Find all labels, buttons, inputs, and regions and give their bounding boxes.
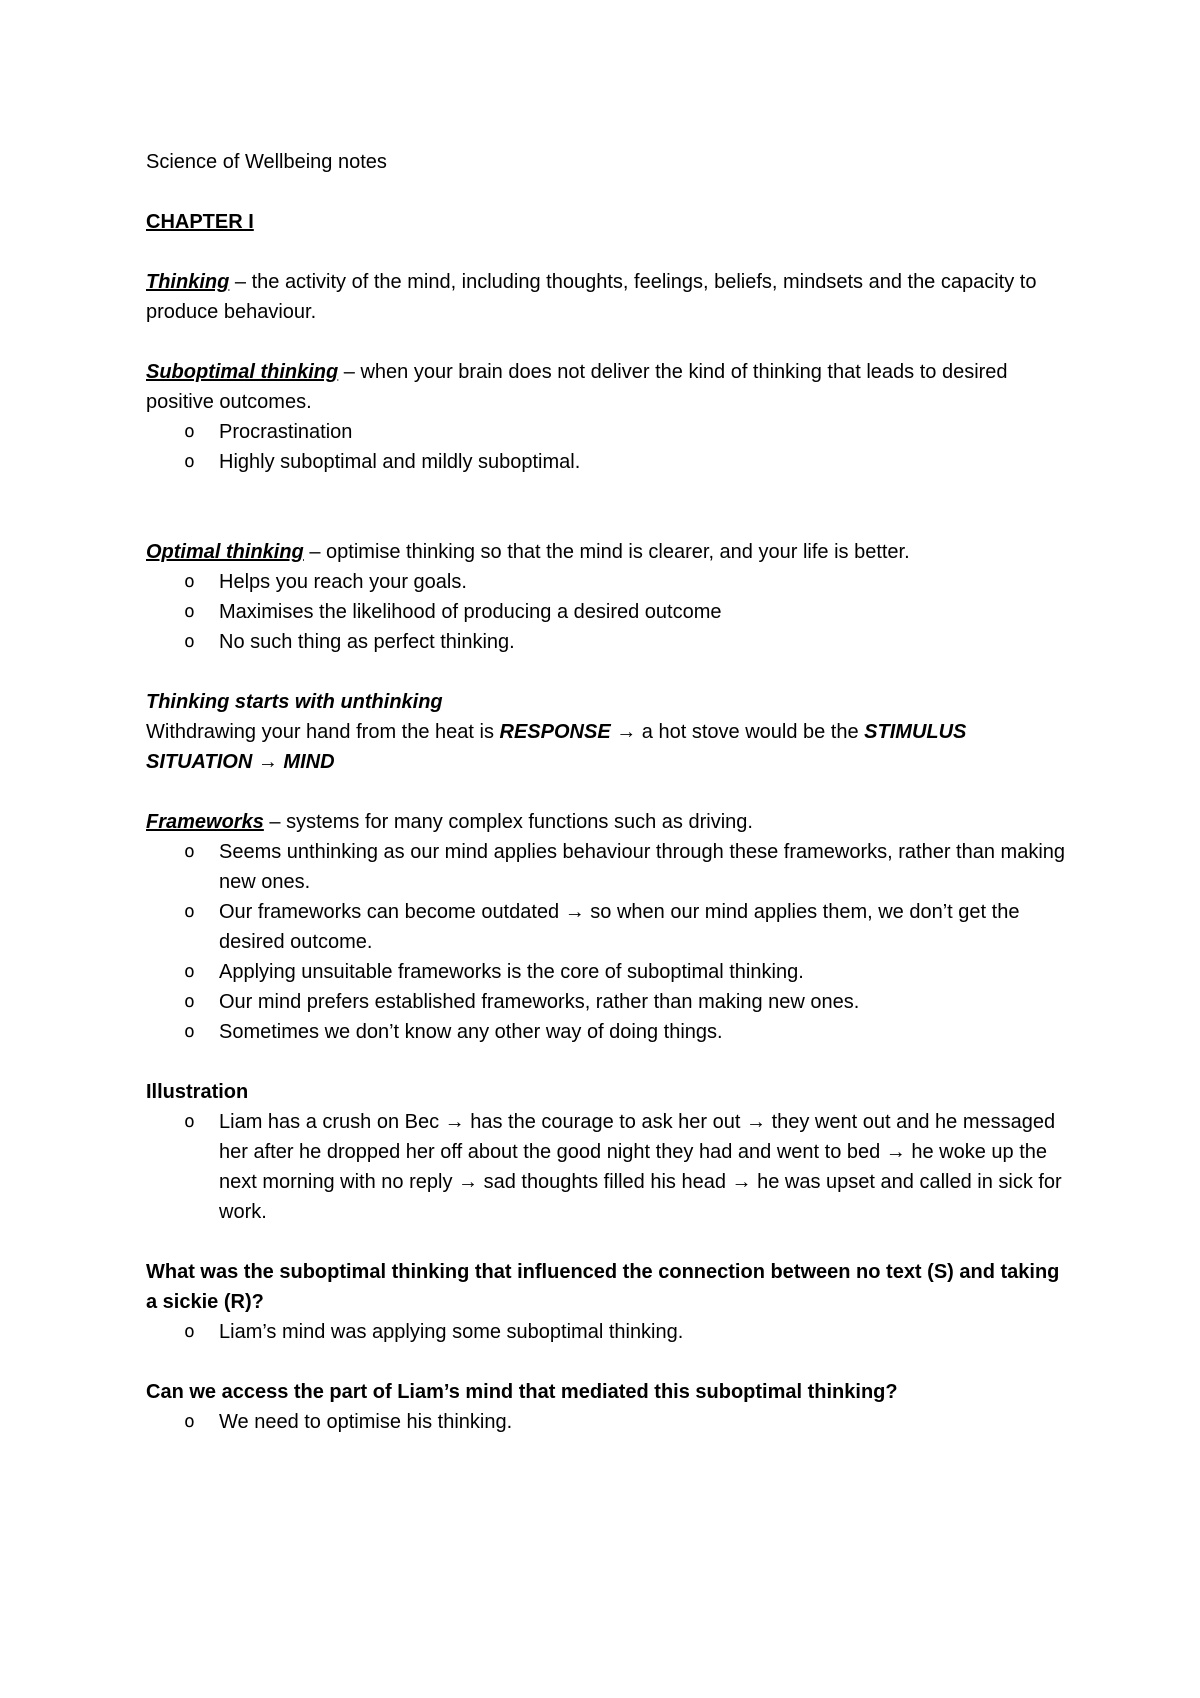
optimal-list (146, 567, 1076, 657)
list-item: o Procrastination (146, 417, 1076, 447)
answer-1-list (146, 1317, 1076, 1347)
arrow-icon: → (452, 1171, 484, 1193)
document-title: Science of Wellbeing notes (146, 151, 387, 173)
story-step: he woke up the next morning with no reply (219, 1141, 1048, 1193)
mind-label: MIND (283, 751, 335, 773)
term-optimal: Optimal thinking (146, 541, 304, 563)
list-item: o Highly suboptimal and mildly suboptimal. (146, 447, 1076, 477)
term-thinking: Thinking (146, 271, 230, 293)
arrow-icon: → (880, 1141, 912, 1163)
arrow-icon: → (610, 721, 642, 743)
list-item (146, 1107, 1076, 1227)
unthinking-heading: Thinking starts with unthinking (146, 691, 443, 713)
stimulus-label: STIMULUS SITUATION (146, 721, 967, 773)
illustration-heading: Illustration (146, 1081, 249, 1103)
optimal-definition (146, 537, 1076, 567)
unthinking-paragraph (146, 717, 1076, 777)
list-item: o Liam’s mind was applying some suboptimal thinking. (146, 1317, 1076, 1347)
list-item: o Maximises the likelihood of producing a desired outcome (146, 597, 1076, 627)
story-step: he was upset and called in sick for work. (219, 1171, 1062, 1223)
thinking-text: the activity of the mind, including thoughts, feelings, beliefs, mindsets and the capacity to produce behaviour. (146, 271, 1037, 323)
story-step: has the courage to ask her out (470, 1111, 741, 1133)
unthinking-text-2: a hot stove would be the (641, 721, 865, 743)
chapter-heading (146, 207, 1076, 237)
arrow-icon: → (439, 1111, 471, 1133)
illustration-list (146, 1107, 1076, 1227)
story-step: Liam has a crush on Bec (219, 1111, 440, 1133)
arrow-icon: → (559, 901, 591, 923)
arrow-icon: → (740, 1111, 772, 1133)
list-item: o Applying unsuitable frameworks is the core of suboptimal thinking. (146, 957, 1076, 987)
list-item: o Sometimes we don’t know any other way of doing things. (146, 1017, 1076, 1047)
arrow-icon: → (725, 1171, 758, 1193)
dash: – (303, 541, 327, 563)
list-item: o No such thing as perfect thinking. (146, 627, 1076, 657)
list-item: o Helps you reach your goals. (146, 567, 1076, 597)
dash: – (263, 811, 287, 833)
answer-2-list (146, 1407, 1076, 1437)
list-item-text: so when our mind applies them, we don’t get the desired outcome. (219, 901, 1020, 953)
question-2: Can we access the part of Liam’s mind that mediated this suboptimal thinking? (146, 1381, 898, 1403)
response-label: RESPONSE (499, 721, 611, 743)
dash: – (229, 271, 252, 293)
term-suboptimal: Suboptimal thinking (146, 361, 339, 383)
unthinking-text-1: Withdrawing your hand from the heat is (146, 721, 500, 743)
frameworks-list (146, 837, 1076, 1047)
question-1: What was the suboptimal thinking that influenced the connection between no text (S) and taking a sickie (R)? (146, 1261, 1060, 1313)
story-step: sad thoughts filled his head (483, 1171, 726, 1193)
list-item-text: Our frameworks can become outdated (219, 901, 560, 923)
frameworks-text: systems for many complex functions such as driving. (286, 811, 753, 833)
list-item (146, 897, 1076, 957)
chapter-label: CHAPTER I (146, 211, 254, 233)
dash: – (338, 361, 361, 383)
thinking-definition (146, 267, 1076, 327)
list-item: o Seems unthinking as our mind applies behaviour through these frameworks, rather than making new ones. (146, 837, 1076, 897)
optimal-text: optimise thinking so that the mind is clearer, and your life is better. (326, 541, 910, 563)
arrow-icon: → (252, 751, 284, 773)
story-step: they went out and he messaged her after he dropped her off about the good night they had and went to bed (219, 1111, 1056, 1163)
term-frameworks: Frameworks (146, 811, 264, 833)
document-body (146, 147, 1076, 1437)
frameworks-definition (146, 807, 1076, 837)
list-item: o We need to optimise his thinking. (146, 1407, 1076, 1437)
list-item: o Our mind prefers established frameworks, rather than making new ones. (146, 987, 1076, 1017)
suboptimal-list (146, 417, 1076, 477)
suboptimal-text: when your brain does not deliver the kind of thinking that leads to desired positive outcomes. (146, 361, 1008, 413)
suboptimal-definition (146, 357, 1076, 417)
